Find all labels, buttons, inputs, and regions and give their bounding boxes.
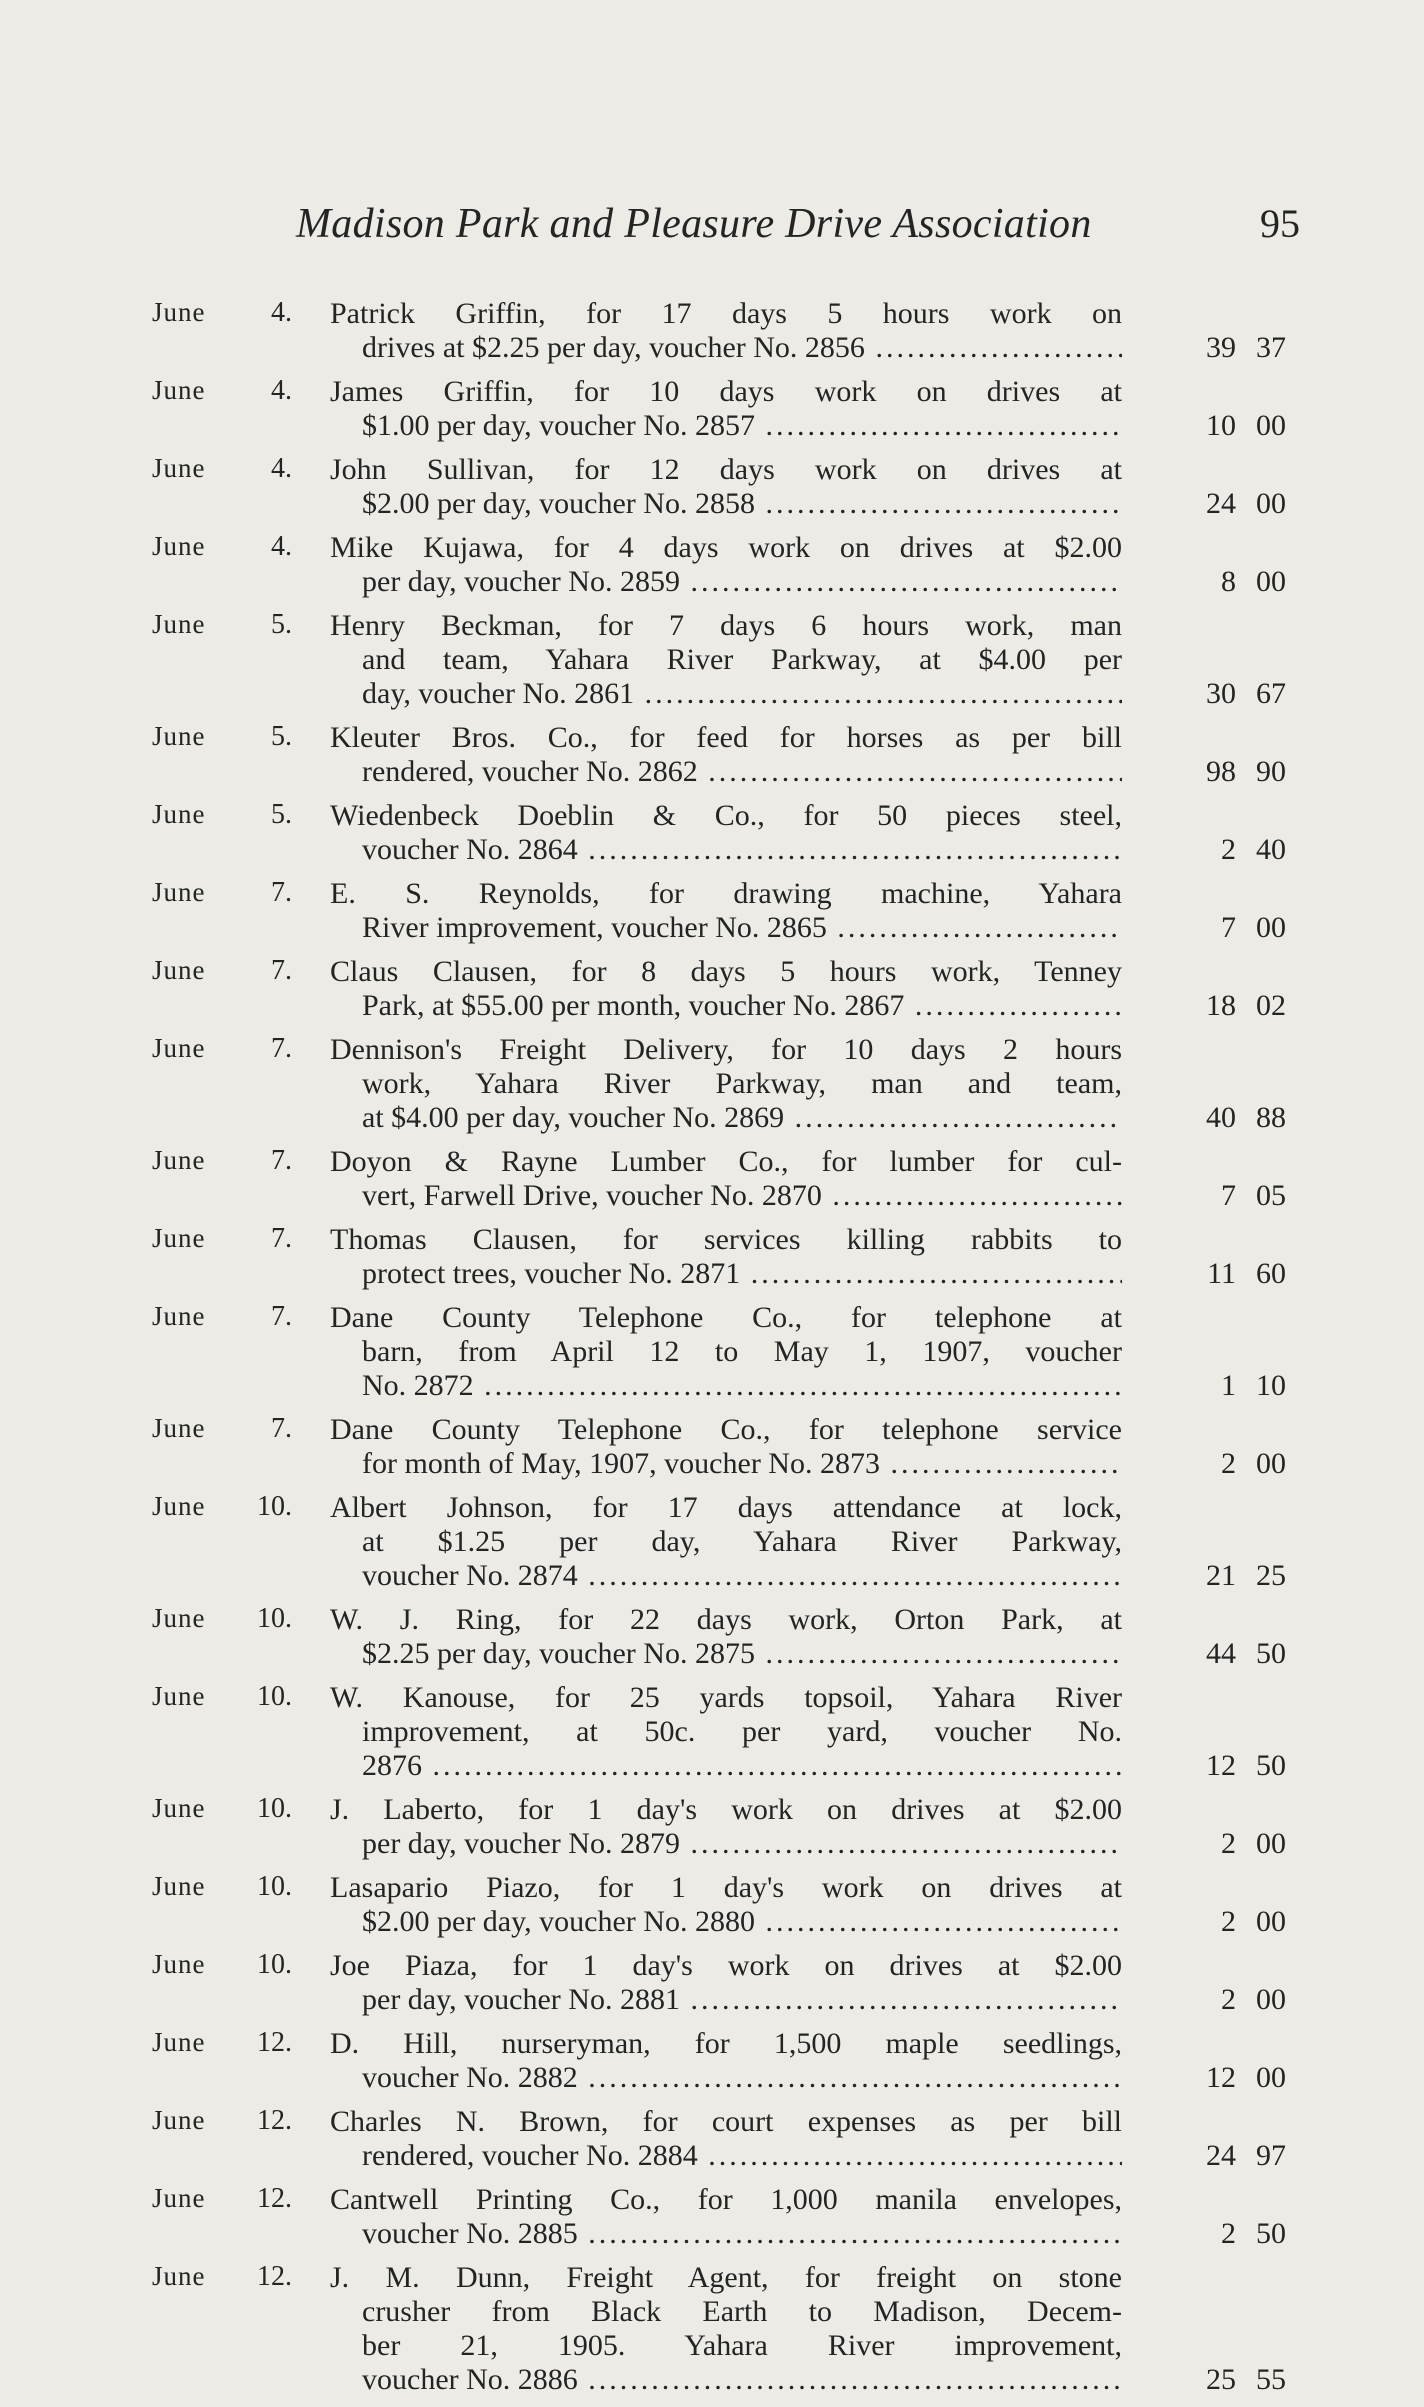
amount-dollars: 2 xyxy=(1221,1827,1236,1860)
ledger-entry xyxy=(0,877,1424,945)
entry-line xyxy=(0,2295,1424,2329)
entry-line xyxy=(0,989,1424,1023)
entry-amount xyxy=(1190,1179,1300,1213)
entry-amount xyxy=(1190,677,1300,711)
entry-description: D. Hill, nurseryman, for 1,500 maple seedlings, xyxy=(330,2027,1122,2060)
entry-description: Lasapario Piazo, for 1 day's work on drives at xyxy=(330,1871,1122,1904)
amount-dollars: 24 xyxy=(1206,2139,1236,2172)
ledger-entry xyxy=(0,1301,1424,1403)
amount-dollars: 24 xyxy=(1206,487,1236,520)
entry-line xyxy=(0,1257,1424,1291)
entry-description: Charles N. Brown, for court expenses as per bill xyxy=(330,2105,1122,2138)
entry-month: June xyxy=(152,2261,206,2291)
amount-dollars: 21 xyxy=(1206,1559,1236,1592)
entry-line xyxy=(0,1301,1424,1335)
entry-description: Mike Kujawa, for 4 days work on drives at $2.00 xyxy=(330,531,1122,564)
entry-amount xyxy=(1190,2139,1300,2173)
entry-line xyxy=(0,2105,1424,2139)
amount-cents: 25 xyxy=(1256,1559,1286,1592)
entry-day: 10. xyxy=(257,1603,292,1634)
entry-month: June xyxy=(152,1681,206,1711)
entry-line xyxy=(0,1447,1424,1481)
entry-description: voucher No. 2882 ..... xyxy=(362,2061,1122,2095)
amount-dollars: 11 xyxy=(1207,1257,1236,1290)
ledger-entries xyxy=(0,297,1424,2407)
entry-amount xyxy=(1190,2061,1300,2095)
entry-month: June xyxy=(152,1871,206,1901)
amount-dollars: 18 xyxy=(1206,989,1236,1022)
entry-description: at $1.25 per day, Yahara River Parkway, xyxy=(362,1525,1122,1558)
entry-description: Patrick Griffin, for 17 days 5 hours work on xyxy=(330,297,1122,330)
entry-description: Park, at $55.00 per month, voucher No. 2867 ..... xyxy=(362,989,1122,1023)
entry-line xyxy=(0,1905,1424,1939)
entry-description: voucher No. 2874 ..... xyxy=(362,1559,1122,1593)
entry-line xyxy=(0,1067,1424,1101)
entry-line xyxy=(0,453,1424,487)
entry-day: 10. xyxy=(257,1871,292,1902)
amount-dollars: 12 xyxy=(1206,1749,1236,1782)
amount-cents: 37 xyxy=(1256,331,1286,364)
amount-dollars: 2 xyxy=(1221,1905,1236,1938)
entry-line xyxy=(0,755,1424,789)
entry-line xyxy=(0,531,1424,565)
entry-amount xyxy=(1190,1637,1300,1671)
entry-description: Thomas Clausen, for services killing rabbits to xyxy=(330,1223,1122,1256)
entry-description: for month of May, 1907, voucher No. 2873 ..... xyxy=(362,1447,1122,1481)
entry-month: June xyxy=(152,2183,206,2213)
entry-amount xyxy=(1190,989,1300,1023)
entry-line xyxy=(0,565,1424,599)
entry-description: crusher from Black Earth to Madison, Decem- xyxy=(362,2295,1122,2328)
entry-day: 7. xyxy=(271,877,292,908)
ledger-entry xyxy=(0,1413,1424,1481)
ledger-entry xyxy=(0,1949,1424,2017)
entry-day: 10. xyxy=(257,1491,292,1522)
entry-day: 12. xyxy=(257,2183,292,2214)
entry-month: June xyxy=(152,955,206,985)
amount-cents: 00 xyxy=(1256,1447,1286,1480)
entry-line xyxy=(0,1715,1424,1749)
entry-description: Dennison's Freight Delivery, for 10 days 2 hours xyxy=(330,1033,1122,1066)
amount-dollars: 10 xyxy=(1206,409,1236,442)
ledger-entry xyxy=(0,955,1424,1023)
entry-line xyxy=(0,297,1424,331)
entry-description: vert, Farwell Drive, voucher No. 2870 ..... xyxy=(362,1179,1122,1213)
amount-dollars: 2 xyxy=(1221,833,1236,866)
entry-month: June xyxy=(152,721,206,751)
entry-description: voucher No. 2886 ..... xyxy=(362,2363,1122,2397)
amount-dollars: 25 xyxy=(1206,2363,1236,2396)
entry-line xyxy=(0,1681,1424,1715)
entry-line xyxy=(0,2027,1424,2061)
entry-month: June xyxy=(152,1301,206,1331)
entry-description: Joe Piaza, for 1 day's work on drives at $2.00 xyxy=(330,1949,1122,1982)
ledger-entry xyxy=(0,2183,1424,2251)
entry-line xyxy=(0,1949,1424,1983)
amount-cents: 10 xyxy=(1256,1369,1286,1402)
entry-month: June xyxy=(152,375,206,405)
entry-line xyxy=(0,375,1424,409)
entry-line xyxy=(0,1793,1424,1827)
entry-line xyxy=(0,1033,1424,1067)
entry-line xyxy=(0,1871,1424,1905)
entry-description: day, voucher No. 2861 ..... xyxy=(362,677,1122,711)
entry-amount xyxy=(1190,911,1300,945)
entry-line xyxy=(0,643,1424,677)
amount-cents: 00 xyxy=(1256,409,1286,442)
entry-amount xyxy=(1190,2363,1300,2397)
entry-month: June xyxy=(152,877,206,907)
ledger-entry xyxy=(0,531,1424,599)
entry-month: June xyxy=(152,1949,206,1979)
entry-line xyxy=(0,2363,1424,2397)
entry-line xyxy=(0,1525,1424,1559)
amount-cents: 00 xyxy=(1256,565,1286,598)
entry-line xyxy=(0,1491,1424,1525)
entry-month: June xyxy=(152,1491,206,1521)
entry-day: 4. xyxy=(271,531,292,562)
entry-month: June xyxy=(152,453,206,483)
amount-dollars: 98 xyxy=(1206,755,1236,788)
entry-line xyxy=(0,2061,1424,2095)
amount-cents: 50 xyxy=(1256,1637,1286,1670)
entry-line xyxy=(0,721,1424,755)
entry-description: E. S. Reynolds, for drawing machine, Yahara xyxy=(330,877,1122,910)
entry-line xyxy=(0,2139,1424,2173)
entry-description: per day, voucher No. 2879 ..... xyxy=(362,1827,1122,1861)
entry-day: 10. xyxy=(257,1793,292,1824)
entry-amount xyxy=(1190,833,1300,867)
amount-dollars: 2 xyxy=(1221,1447,1236,1480)
ledger-entry xyxy=(0,375,1424,443)
entry-description: Dane County Telephone Co., for telephone service xyxy=(330,1413,1122,1446)
entry-amount xyxy=(1190,1749,1300,1783)
entry-day: 7. xyxy=(271,1145,292,1176)
entry-line xyxy=(0,1749,1424,1783)
entry-amount xyxy=(1190,331,1300,365)
entry-description: per day, voucher No. 2859 ..... xyxy=(362,565,1122,599)
entry-description: $2.00 per day, voucher No. 2858 ..... xyxy=(362,487,1122,521)
entry-description: Claus Clausen, for 8 days 5 hours work, Tenney xyxy=(330,955,1122,988)
entry-description: Kleuter Bros. Co., for feed for horses as per bill xyxy=(330,721,1122,754)
entry-line xyxy=(0,1335,1424,1369)
entry-line xyxy=(0,2329,1424,2363)
ledger-entry xyxy=(0,721,1424,789)
amount-cents: 00 xyxy=(1256,2061,1286,2094)
entry-description: rendered, voucher No. 2862 ..... xyxy=(362,755,1122,789)
entry-month: June xyxy=(152,1223,206,1253)
entry-month: June xyxy=(152,1145,206,1175)
amount-cents: 97 xyxy=(1256,2139,1286,2172)
amount-cents: 88 xyxy=(1256,1101,1286,1134)
entry-line xyxy=(0,1179,1424,1213)
entry-line xyxy=(0,2261,1424,2295)
entry-line xyxy=(0,2217,1424,2251)
amount-cents: 00 xyxy=(1256,487,1286,520)
entry-description: W. J. Ring, for 22 days work, Orton Park, at xyxy=(330,1603,1122,1636)
entry-description: 2876 ..... xyxy=(362,1749,1122,1783)
entry-line xyxy=(0,331,1424,365)
entry-line xyxy=(0,1413,1424,1447)
ledger-entry xyxy=(0,799,1424,867)
ledger-entry xyxy=(0,609,1424,711)
amount-cents: 50 xyxy=(1256,1749,1286,1782)
entry-line xyxy=(0,955,1424,989)
ledger-entry xyxy=(0,2261,1424,2397)
entry-line xyxy=(0,1983,1424,2017)
entry-description: Wiedenbeck Doeblin & Co., for 50 pieces steel, xyxy=(330,799,1122,832)
entry-month: June xyxy=(152,1603,206,1633)
entry-amount xyxy=(1190,1369,1300,1403)
ledger-entry xyxy=(0,1491,1424,1593)
entry-amount xyxy=(1190,755,1300,789)
amount-cents: 40 xyxy=(1256,833,1286,866)
entry-day: 10. xyxy=(257,1949,292,1980)
entry-day: 4. xyxy=(271,375,292,406)
amount-cents: 55 xyxy=(1256,2363,1286,2396)
amount-cents: 60 xyxy=(1256,1257,1286,1290)
entry-description: Dane County Telephone Co., for telephone at xyxy=(330,1301,1122,1334)
entry-line xyxy=(0,487,1424,521)
entry-day: 7. xyxy=(271,1301,292,1332)
entry-description: Doyon & Rayne Lumber Co., for lumber for cul- xyxy=(330,1145,1122,1178)
entry-amount xyxy=(1190,1983,1300,2017)
entry-description: John Sullivan, for 12 days work on drives at xyxy=(330,453,1122,486)
entry-description: rendered, voucher No. 2884 ..... xyxy=(362,2139,1122,2173)
amount-cents: 90 xyxy=(1256,755,1286,788)
entry-line xyxy=(0,833,1424,867)
entry-description: improvement, at 50c. per yard, voucher No. xyxy=(362,1715,1122,1748)
entry-description: $1.00 per day, voucher No. 2857 ..... xyxy=(362,409,1122,443)
entry-line xyxy=(0,2183,1424,2217)
entry-line xyxy=(0,877,1424,911)
entry-line xyxy=(0,677,1424,711)
entry-description: protect trees, voucher No. 2871 ..... xyxy=(362,1257,1122,1291)
entry-day: 4. xyxy=(271,453,292,484)
entry-day: 10. xyxy=(257,1681,292,1712)
entry-description: voucher No. 2885 ..... xyxy=(362,2217,1122,2251)
entry-description: barn, from April 12 to May 1, 1907, voucher xyxy=(362,1335,1122,1368)
entry-amount xyxy=(1190,487,1300,521)
entry-month: June xyxy=(152,297,206,327)
entry-day: 12. xyxy=(257,2027,292,2058)
entry-day: 7. xyxy=(271,1223,292,1254)
entry-description: and team, Yahara River Parkway, at $4.00 per xyxy=(362,643,1122,676)
entry-month: June xyxy=(152,609,206,639)
ledger-entry xyxy=(0,1681,1424,1783)
amount-cents: 05 xyxy=(1256,1179,1286,1212)
entry-month: June xyxy=(152,531,206,561)
entry-amount xyxy=(1190,1257,1300,1291)
page-number: 95 xyxy=(1260,201,1300,246)
entry-day: 7. xyxy=(271,1413,292,1444)
amount-dollars: 2 xyxy=(1221,2217,1236,2250)
entry-line xyxy=(0,1559,1424,1593)
amount-dollars: 39 xyxy=(1206,331,1236,364)
amount-cents: 50 xyxy=(1256,2217,1286,2250)
amount-dollars: 30 xyxy=(1206,677,1236,710)
page-header xyxy=(296,200,1304,260)
entry-description: River improvement, voucher No. 2865 ..... xyxy=(362,911,1122,945)
ledger-entry xyxy=(0,1603,1424,1671)
entry-description: $2.25 per day, voucher No. 2875 ..... xyxy=(362,1637,1122,1671)
entry-description: J. M. Dunn, Freight Agent, for freight on stone xyxy=(330,2261,1122,2294)
entry-line xyxy=(0,1223,1424,1257)
entry-description: drives at $2.25 per day, voucher No. 2856 ..... xyxy=(362,331,1122,365)
entry-amount xyxy=(1190,2217,1300,2251)
amount-dollars: 2 xyxy=(1221,1983,1236,2016)
entry-day: 7. xyxy=(271,955,292,986)
ledger-entry xyxy=(0,453,1424,521)
entry-description: at $4.00 per day, voucher No. 2869 ..... xyxy=(362,1101,1122,1135)
entry-day: 4. xyxy=(271,297,292,328)
entry-amount xyxy=(1190,1447,1300,1481)
ledger-entry xyxy=(0,2105,1424,2173)
ledger-entry xyxy=(0,1793,1424,1861)
entry-month: June xyxy=(152,2027,206,2057)
entry-day: 12. xyxy=(257,2261,292,2292)
entry-description: Albert Johnson, for 17 days attendance at lock, xyxy=(330,1491,1122,1524)
amount-dollars: 7 xyxy=(1221,1179,1236,1212)
entry-line xyxy=(0,1637,1424,1671)
entry-month: June xyxy=(152,1413,206,1443)
entry-description: Cantwell Printing Co., for 1,000 manila envelopes, xyxy=(330,2183,1122,2216)
entry-day: 12. xyxy=(257,2105,292,2136)
entry-line xyxy=(0,1827,1424,1861)
entry-line xyxy=(0,1145,1424,1179)
amount-cents: 00 xyxy=(1256,1983,1286,2016)
entry-description: per day, voucher No. 2881 ..... xyxy=(362,1983,1122,2017)
entry-amount xyxy=(1190,1905,1300,1939)
entry-amount xyxy=(1190,1559,1300,1593)
entry-line xyxy=(0,609,1424,643)
entry-description: $2.00 per day, voucher No. 2880 ..... xyxy=(362,1905,1122,1939)
amount-dollars: 40 xyxy=(1206,1101,1236,1134)
entry-day: 5. xyxy=(271,799,292,830)
amount-cents: 02 xyxy=(1256,989,1286,1022)
entry-description: No. 2872 ..... xyxy=(362,1369,1122,1403)
entry-description: Henry Beckman, for 7 days 6 hours work, man xyxy=(330,609,1122,642)
ledger-entry xyxy=(0,297,1424,365)
entry-amount xyxy=(1190,565,1300,599)
entry-description: voucher No. 2864 ..... xyxy=(362,833,1122,867)
entry-month: June xyxy=(152,1033,206,1063)
amount-cents: 00 xyxy=(1256,1827,1286,1860)
running-title: Madison Park and Pleasure Drive Association xyxy=(296,201,1092,247)
amount-dollars: 8 xyxy=(1221,565,1236,598)
entry-line xyxy=(0,799,1424,833)
entry-line xyxy=(0,1603,1424,1637)
ledger-entry xyxy=(0,1871,1424,1939)
entry-description: W. Kanouse, for 25 yards topsoil, Yahara River xyxy=(330,1681,1122,1714)
amount-cents: 00 xyxy=(1256,1905,1286,1938)
entry-line xyxy=(0,1101,1424,1135)
entry-amount xyxy=(1190,1827,1300,1861)
ledger-entry xyxy=(0,2027,1424,2095)
ledger-entry xyxy=(0,1145,1424,1213)
entry-day: 5. xyxy=(271,721,292,752)
amount-cents: 67 xyxy=(1256,677,1286,710)
amount-dollars: 1 xyxy=(1221,1369,1236,1402)
entry-day: 7. xyxy=(271,1033,292,1064)
entry-line xyxy=(0,409,1424,443)
entry-month: June xyxy=(152,799,206,829)
entry-amount xyxy=(1190,1101,1300,1135)
entry-day: 5. xyxy=(271,609,292,640)
amount-dollars: 7 xyxy=(1221,911,1236,944)
ledger-entry xyxy=(0,1223,1424,1291)
entry-line xyxy=(0,1369,1424,1403)
entry-line xyxy=(0,911,1424,945)
entry-amount xyxy=(1190,409,1300,443)
entry-description: J. Laberto, for 1 day's work on drives at $2.00 xyxy=(330,1793,1122,1826)
entry-description: ber 21, 1905. Yahara River improvement, xyxy=(362,2329,1122,2362)
entry-month: June xyxy=(152,2105,206,2135)
entry-month: June xyxy=(152,1793,206,1823)
amount-cents: 00 xyxy=(1256,911,1286,944)
entry-description: James Griffin, for 10 days work on drives at xyxy=(330,375,1122,408)
entry-description: work, Yahara River Parkway, man and team, xyxy=(362,1067,1122,1100)
amount-dollars: 12 xyxy=(1206,2061,1236,2094)
amount-dollars: 44 xyxy=(1206,1637,1236,1670)
ledger-entry xyxy=(0,1033,1424,1135)
